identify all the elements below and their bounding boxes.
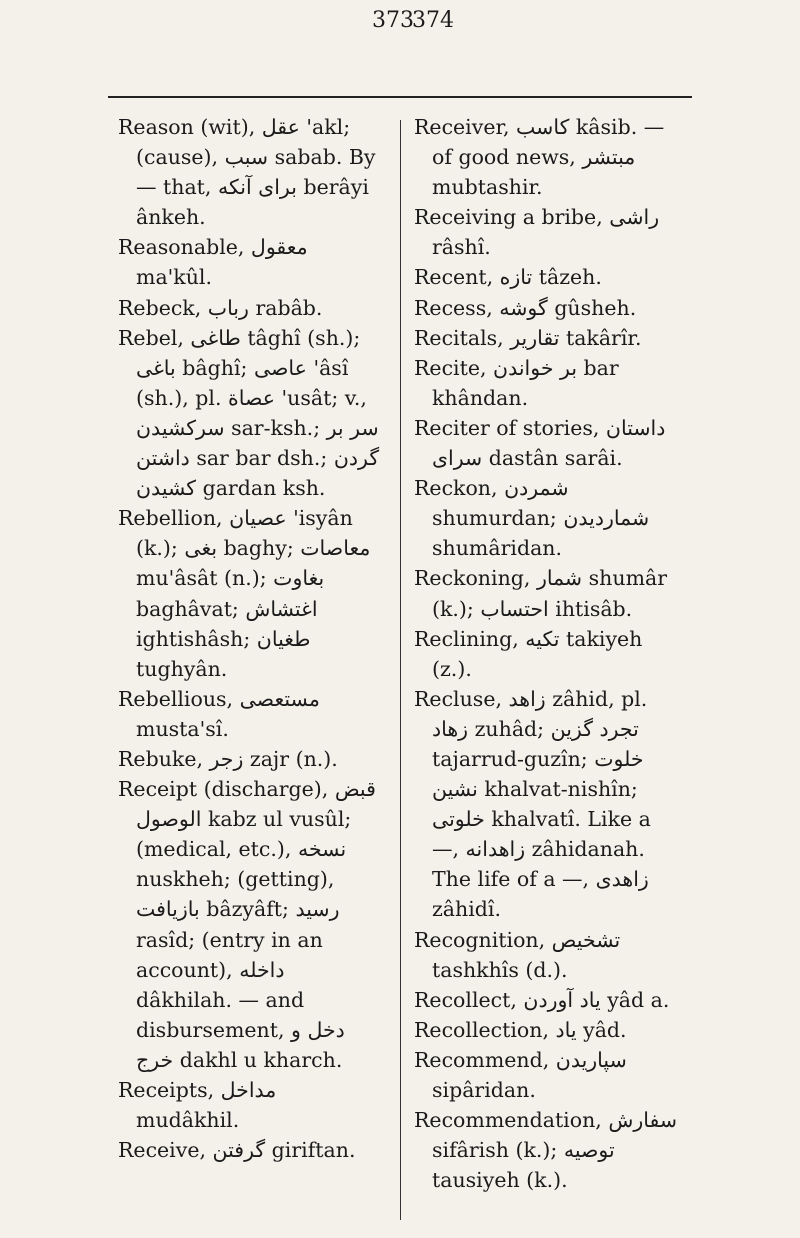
left-page-number: 373 — [372, 8, 414, 33]
right-column — [414, 112, 684, 1195]
column-divider — [400, 120, 401, 1220]
entry-reckon: Reckon, شمردن shumurdan; شمارديدن shumâridan. — [414, 476, 650, 561]
entry-recognition: Recognition, تشخيص tashkhîs (d.). — [414, 927, 621, 982]
entry-recommend: Recommend, سپاريدن sipâridan. — [414, 1047, 627, 1102]
entry-rebel: Rebel, طاغى tâghî (sh.); باغى bâghî; عاصى 'âsî (sh.), pl. عصاة 'usât; v., سركشيدن sar-ksh.; سر بر داشتن sar bar dsh.; گردن كشيدن gardan ksh. — [118, 325, 380, 501]
entry-recent: Recent, تازه tâzeh. — [414, 265, 602, 290]
entry-reckoning: Reckoning, شمار shumâr (k.); احتساب ihtisâb. — [414, 566, 668, 621]
entry-receiver: Receiver, كاسب kâsib. — of good news, مبتشر mubtashir. — [414, 115, 665, 200]
entry-reciter: Reciter of stories, داستان سراى dastân sarâi. — [414, 415, 666, 471]
left-column — [118, 112, 386, 1165]
entry-rebuke: Rebuke, زجر zajr (n.). — [118, 746, 338, 771]
entry-rebeck: Rebeck, رباب rabâb. — [118, 295, 323, 320]
entry-rebellion: Rebellion, عصيان 'isyân (k.); بغى baghy; معاصات mu'âsât (n.); بغاوت baghâvat; اغتشاش ightishâsh; طغيان tughyân. — [118, 506, 371, 681]
entry-receive: Receive, گرفتن giriftan. — [118, 1138, 356, 1163]
entry-reclining: Reclining, تكيه takiyeh (z.). — [414, 626, 643, 681]
header-rule — [108, 96, 692, 98]
entry-recluse: Recluse, زاهد zâhid, pl. زهاد zuhâd; تجرد گزين tajarrud-guzîn; خلوت نشين khalvat-nishîn; خلوتى khalvatî. Like a —, زاهدانه zâhidanah. The life of a —, زاهدى zâhidî. — [414, 686, 651, 922]
entry-rebellious: Rebellious, مستعصى musta'sî. — [118, 686, 320, 741]
entry-receipt: Receipt (discharge), قبض الوصول kabz ul vusûl; (medical, etc.), نسخه nuskheh; (getting), بازيافت bâzyâft; رسيد rasîd; (entry in an account), داخله dâkhilah. — and disbursement, دخل و خرج dakhl u kharch. — [118, 777, 376, 1072]
entry-recitals: Recitals, تقارير takârîr. — [414, 325, 642, 350]
entry-reason: Reason (wit), عقل 'akl; (cause), سبب sabab. By — that, براى آنكه berâyi ânkeh. — [118, 115, 376, 230]
entry-receipts: Receipts, مداخل mudâkhil. — [118, 1078, 277, 1133]
right-page-number: 374 — [412, 8, 454, 33]
entry-recollection: Recollection, ياد yâd. — [414, 1017, 627, 1042]
entry-recite: Recite, بر خواندن bar khândan. — [414, 355, 619, 410]
entry-recollect: Recollect, ياد آوردن yâd a. — [414, 987, 670, 1012]
entry-recess: Recess, گوشه gûsheh. — [414, 295, 637, 320]
entry-recommendation: Recommendation, سفارش sifârish (k.); توصيه tausiyeh (k.). — [414, 1108, 678, 1193]
entry-receiving-bribe: Receiving a bribe, راشى râshî. — [414, 205, 660, 260]
entry-reasonable: Reasonable, معقول ma'kûl. — [118, 235, 308, 290]
